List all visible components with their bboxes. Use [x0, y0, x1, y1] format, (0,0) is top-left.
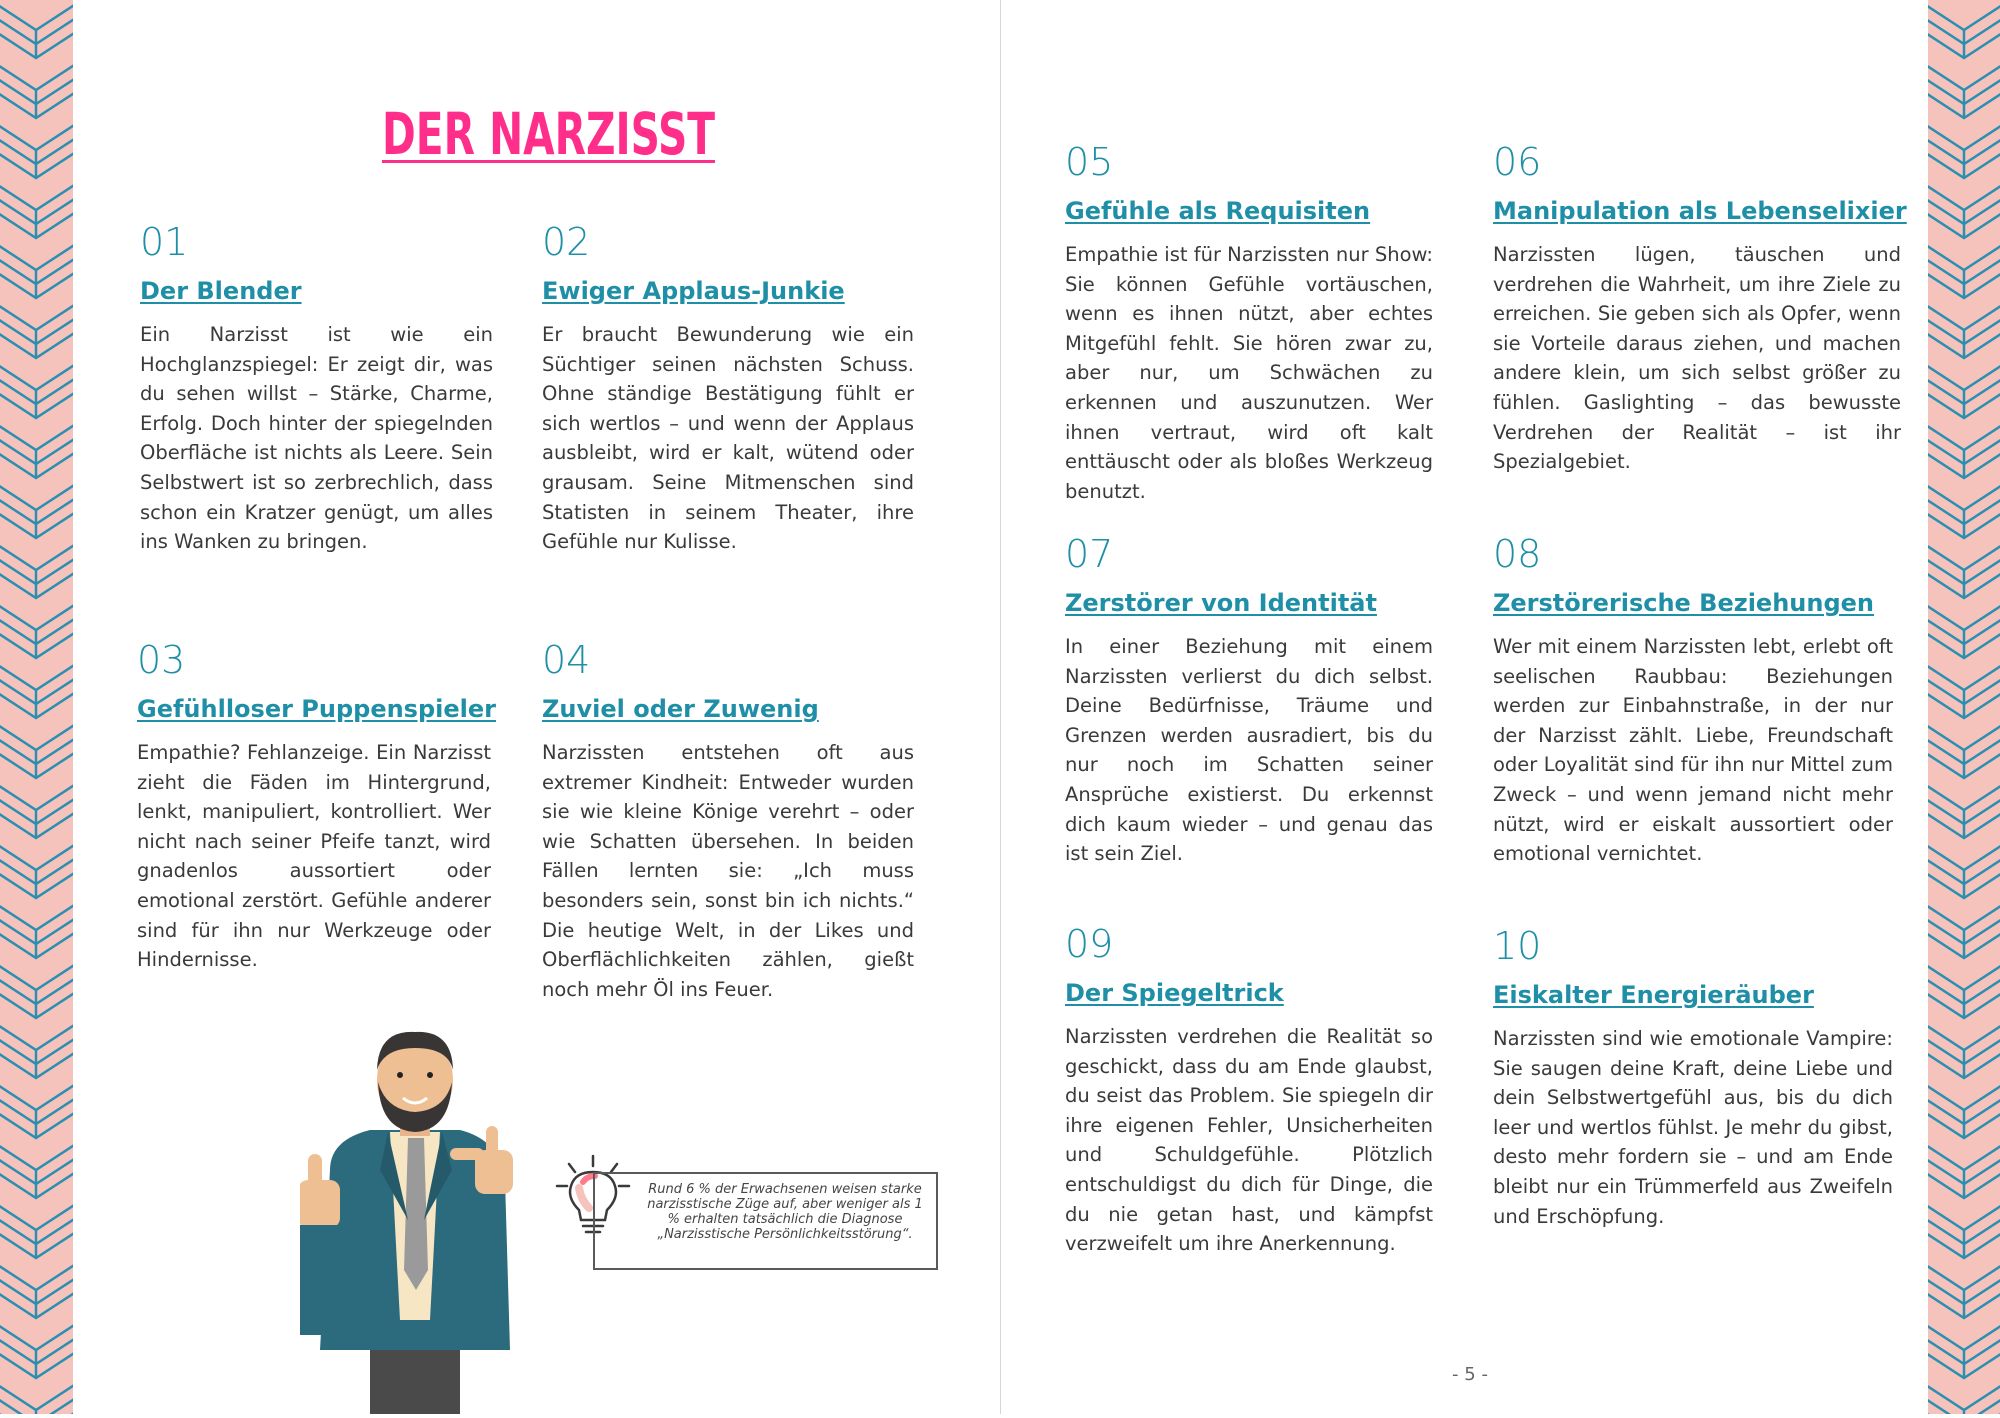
- section-heading: Eiskalter Energieräuber: [1493, 981, 1814, 1009]
- section-text: Er braucht Bewunderung wie ein Süchtiger seinen nächsten Schuss. Ohne ständige Bestätigung fühlt er sich wertlos – und wenn der Applaus ausbleibt, wird er kalt, wütend oder grausam. Seine Mitmenschen sind Statisten in seinem Theater, ihre Gefühle nur Kulisse.: [542, 323, 914, 554]
- section-number: 05: [1065, 140, 1114, 184]
- right-pattern-border: [1928, 0, 2000, 1414]
- section-heading: Zerstörer von Identität: [1065, 589, 1377, 617]
- section-text: Narzissten sind wie emotionale Vampire: Sie saugen deine Kraft, deine Liebe und dein Selbstwertgefühl aus, bis du dich leer und wertlos fühlst. Je mehr du gibst, desto mehr fordern sie – und am Ende bleibt nur ein Trümmerfeld aus Zweifeln und Erschöpfung.: [1493, 1027, 1893, 1228]
- section-06: [1493, 140, 1907, 477]
- section-heading: Der Blender: [140, 277, 302, 305]
- section-05: [1065, 142, 1433, 506]
- section-number: 02: [542, 220, 591, 264]
- section-text: Empathie? Fehlanzeige. Ein Narzisst zieht die Fäden im Hintergrund, lenkt, manipuliert, kontrolliert. Wer nicht nach seiner Pfeife tanzt, wird gnadenlos aussortiert oder emotional zerstört. Gefühle anderer sind für ihn nur Werkzeuge oder Hindernisse.: [137, 741, 491, 972]
- section-10: [1493, 926, 1893, 1231]
- section-08: [1493, 534, 1893, 869]
- section-text: Narzissten entstehen oft aus extremer Kindheit: Entweder wurden sie wie kleine Könige verehrt – oder wie Schatten übersehen. In beiden Fällen lernten sie: „Ich muss besonders sein, sonst bin ich nichts.“ Die heutige Welt, in der Likes und Oberflächlichkeiten zählen, gießt noch mehr Öl ins Feuer.: [542, 741, 914, 1001]
- section-heading: Manipulation als Lebenselixier: [1493, 197, 1907, 225]
- section-07: [1065, 534, 1433, 869]
- section-number: 01: [140, 220, 189, 264]
- section-number: 03: [137, 638, 186, 682]
- section-03: [137, 638, 496, 975]
- section-number: 04: [542, 638, 591, 682]
- section-02: [542, 222, 914, 557]
- section-text: Ein Narzisst ist wie ein Hochglanzspiegel: Er zeigt dir, was du sehen willst – Stärke, Charme, Erfolg. Doch hinter der spiegelnden Oberfläche ist nichts als Leere. Sein Selbstwert ist so zerbrechlich, dass schon ein Kratzer genügt, um alles ins Wanken zu bringen.: [140, 323, 493, 554]
- section-number: 07: [1065, 532, 1114, 576]
- section-number: 10: [1493, 924, 1542, 968]
- page-title: DER NARZISST: [382, 100, 716, 168]
- page-spine-divider: [1000, 0, 1001, 1414]
- section-text: Narzissten lügen, täuschen und verdrehen die Wahrheit, um ihre Ziele zu erreichen. Sie geben sich als Opfer, wenn sie Vorteile daraus ziehen, und machen andere klein, um sich selbst größer zu fühlen. Gaslighting – das bewusste Verdrehen der Realität – ist ihr Spezialgebiet.: [1493, 243, 1901, 474]
- section-heading: Gefühle als Requisiten: [1065, 197, 1371, 225]
- section-number: 06: [1493, 140, 1542, 184]
- callout-text: Rund 6 % der Erwachsenen weisen starke narzisstische Züge auf, aber weniger als 1 % erhalten tatsächlich die Diagnose „Narzisstische Persönlichkeitsstörung“.: [647, 1182, 923, 1242]
- section-text: Narzissten verdrehen die Realität so geschickt, dass du am Ende glaubst, du seist das Problem. Sie spiegeln dir ihre eigenen Fehler, Unsicherheiten und Schuldgefühle. Plötzlich entschuldigst du dich für Dinge, die du nie getan hast, und kämpfst verzweifelt um ihre Anerkennung.: [1065, 1025, 1433, 1256]
- left-pattern-border: [0, 0, 73, 1414]
- section-04: [542, 640, 914, 1004]
- section-text: Wer mit einem Narzissten lebt, erlebt oft seelischen Raubbau: Beziehungen werden zur Einbahnstraße, in der nur der Narzisst zählt. Liebe, Freundschaft oder Loyalität sind für ihn nur Mittel zum Zweck – und wenn jemand nicht mehr nützt, wird er eiskalt aussortiert oder emotional vernichtet.: [1493, 635, 1893, 866]
- section-number: 09: [1065, 922, 1114, 966]
- section-01: [140, 222, 493, 557]
- page-number: - 5 -: [1452, 1364, 1488, 1385]
- section-heading: Zuviel oder Zuwenig: [542, 695, 819, 723]
- section-text: Empathie ist für Narzissten nur Show: Sie können Gefühle vortäuschen, wenn es ihnen nützt, aber echtes Mitgefühl fehlt. Sie hören zwar zu, aber nur, um Schwächen zu erkennen und auszunutzen. Wer ihnen vertraut, wird oft kalt enttäuscht oder als bloßes Werkzeug benutzt.: [1065, 243, 1433, 503]
- section-09: [1065, 924, 1433, 1259]
- section-text: In einer Beziehung mit einem Narzissten verlierst du dich selbst. Deine Bedürfnisse, Träume und Grenzen werden ausradiert, bis du nur noch im Schatten seiner Ansprüche existierst. Du erkennst dich kaum wieder – und genau das ist sein Ziel.: [1065, 635, 1433, 866]
- section-number: 08: [1493, 532, 1542, 576]
- section-heading: Ewiger Applaus-Junkie: [542, 277, 845, 305]
- section-heading: Der Spiegeltrick: [1065, 979, 1284, 1007]
- section-heading: Zerstörerische Beziehungen: [1493, 589, 1875, 617]
- section-heading: Gefühlloser Puppenspieler: [137, 695, 496, 723]
- man-thumbs-up-illustration: [300, 1020, 530, 1418]
